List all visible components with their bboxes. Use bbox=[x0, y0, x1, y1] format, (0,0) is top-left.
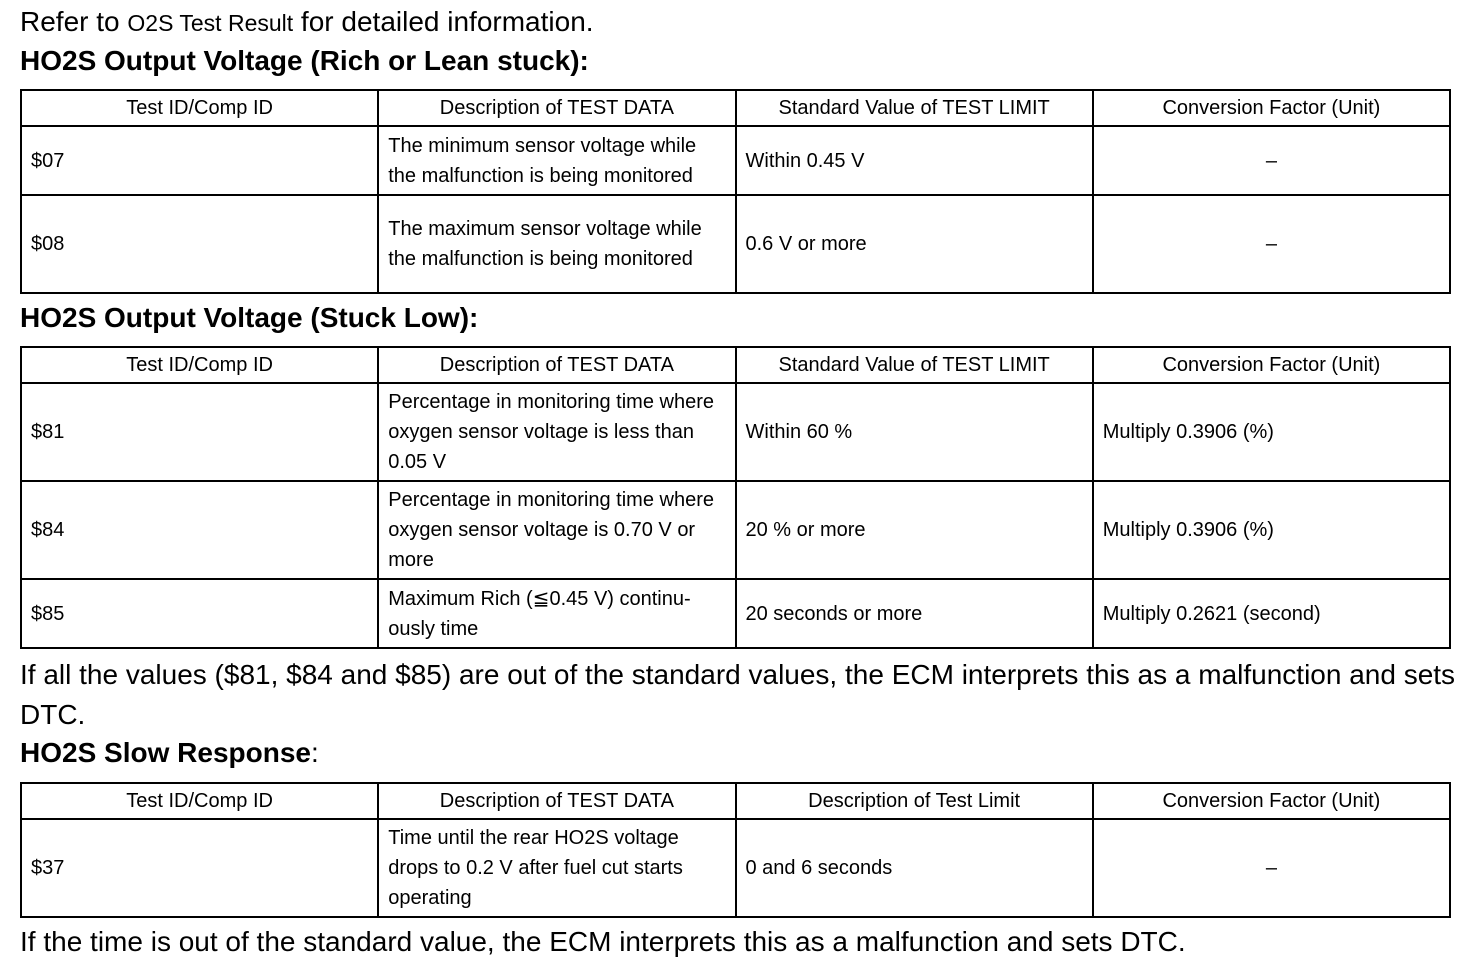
header-test-id: Test ID/Comp ID bbox=[21, 90, 378, 126]
section3-title bbox=[20, 734, 319, 772]
section3-title-colon: : bbox=[310, 737, 319, 768]
cell-test-id: $85 bbox=[21, 579, 378, 648]
header-description: Description of TEST DATA bbox=[378, 90, 735, 126]
cell-description: Time until the rear HO2S voltage drops to 0.2 V after fuel cut starts operating bbox=[378, 819, 735, 917]
section1-title: HO2S Output Voltage (Rich or Lean stuck): bbox=[20, 45, 589, 76]
cell-description: Percentage in monitoring time where oxygen sensor voltage is less than 0.05 V bbox=[378, 383, 735, 481]
header-limit: Standard Value of TEST LIMIT bbox=[736, 347, 1093, 383]
cell-description: Maximum Rich (≦0.45 V) continu-ously time bbox=[378, 579, 735, 648]
cell-limit: Within 0.45 V bbox=[736, 126, 1093, 195]
intro-suffix: for detailed information. bbox=[293, 6, 594, 37]
header-description: Description of TEST DATA bbox=[378, 783, 735, 819]
cell-limit: 0.6 V or more bbox=[736, 195, 1093, 293]
section3-table bbox=[20, 782, 1451, 918]
cell-factor: Multiply 0.2621 (second) bbox=[1093, 579, 1450, 648]
intro-line bbox=[20, 3, 594, 42]
header-test-id: Test ID/Comp ID bbox=[21, 347, 378, 383]
cell-test-id: $37 bbox=[21, 819, 378, 917]
section3-note: If the time is out of the standard value, the ECM interprets this as a malfunction and sets DTC. bbox=[20, 926, 1186, 957]
cell-limit: 0 and 6 seconds bbox=[736, 819, 1093, 917]
table-row bbox=[21, 819, 1450, 917]
table-header-row bbox=[21, 347, 1450, 383]
section3-title-text: HO2S Slow Response bbox=[20, 737, 311, 768]
table-header-row bbox=[21, 783, 1450, 819]
cell-limit: 20 % or more bbox=[736, 481, 1093, 579]
section1-table bbox=[20, 89, 1451, 294]
cell-test-id: $07 bbox=[21, 126, 378, 195]
cell-factor: – bbox=[1093, 126, 1450, 195]
header-description: Description of TEST DATA bbox=[378, 347, 735, 383]
table-row bbox=[21, 126, 1450, 195]
section2-title: HO2S Output Voltage (Stuck Low): bbox=[20, 302, 479, 333]
section2-note: If all the values ($81, $84 and $85) are out of the standard values, the ECM interprets this as a malfunction and sets DTC. bbox=[20, 659, 1456, 730]
header-factor: Conversion Factor (Unit) bbox=[1093, 347, 1450, 383]
cell-limit: Within 60 % bbox=[736, 383, 1093, 481]
table-row bbox=[21, 579, 1450, 648]
header-factor: Conversion Factor (Unit) bbox=[1093, 90, 1450, 126]
cell-limit: 20 seconds or more bbox=[736, 579, 1093, 648]
table-row bbox=[21, 195, 1450, 293]
cell-factor: Multiply 0.3906 (%) bbox=[1093, 481, 1450, 579]
cell-factor: – bbox=[1093, 819, 1450, 917]
cell-test-id: $84 bbox=[21, 481, 378, 579]
intro-prefix: Refer to bbox=[20, 6, 128, 37]
reference-link[interactable]: O2S Test Result bbox=[127, 10, 294, 36]
table-row bbox=[21, 383, 1450, 481]
cell-factor: Multiply 0.3906 (%) bbox=[1093, 383, 1450, 481]
cell-description: Percentage in monitoring time where oxygen sensor voltage is 0.70 V or more bbox=[378, 481, 735, 579]
section2-table bbox=[20, 346, 1451, 649]
cell-test-id: $08 bbox=[21, 195, 378, 293]
cell-description: The maximum sensor voltage while the malfunction is being monitored bbox=[378, 195, 735, 293]
header-test-id: Test ID/Comp ID bbox=[21, 783, 378, 819]
header-factor: Conversion Factor (Unit) bbox=[1093, 783, 1450, 819]
table-row bbox=[21, 481, 1450, 579]
table-header-row bbox=[21, 90, 1450, 126]
cell-test-id: $81 bbox=[21, 383, 378, 481]
header-limit: Standard Value of TEST LIMIT bbox=[736, 90, 1093, 126]
cell-description: The minimum sensor voltage while the malfunction is being monitored bbox=[378, 126, 735, 195]
cell-factor: – bbox=[1093, 195, 1450, 293]
header-limit: Description of Test Limit bbox=[736, 783, 1093, 819]
